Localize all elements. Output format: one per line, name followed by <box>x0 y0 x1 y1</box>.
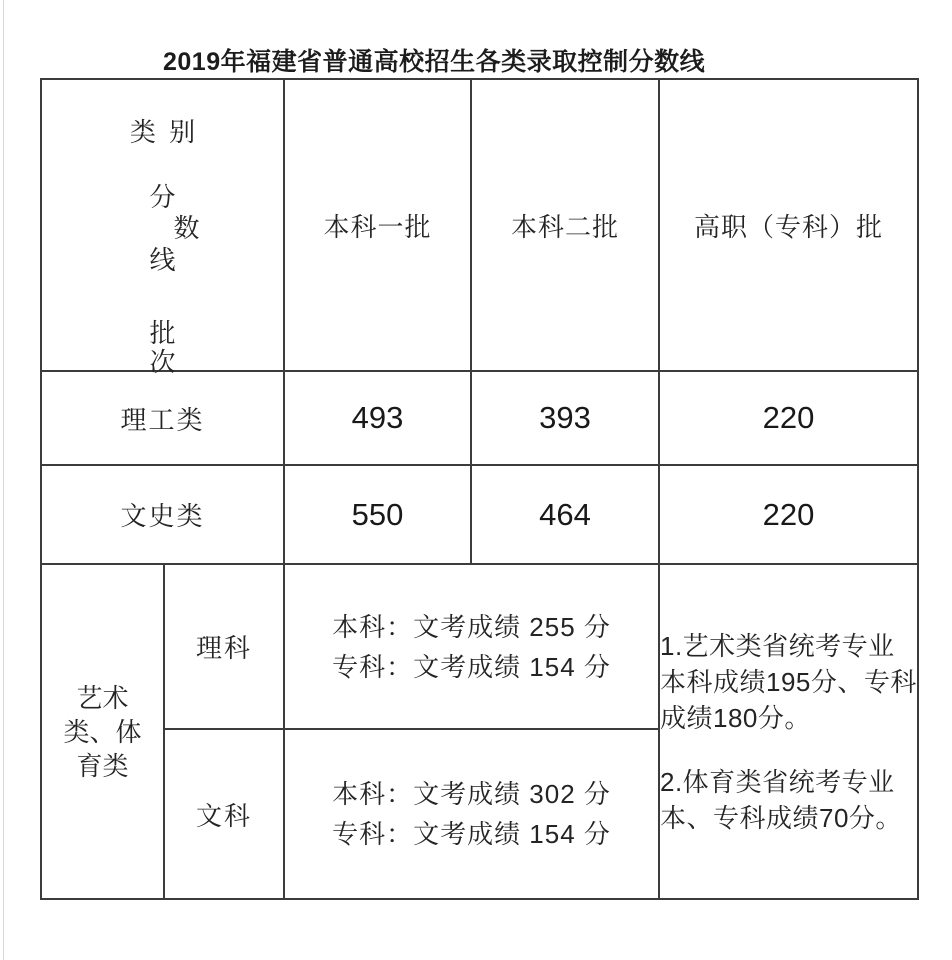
score-ligong-benke1: 493 <box>284 371 471 465</box>
detail-cell-wenke <box>284 729 659 899</box>
score-table <box>40 78 919 900</box>
column-header-gaozhi: 高职（专科）批 <box>659 79 918 371</box>
score-wenshi-benke1: 550 <box>284 465 471 564</box>
row-label-ligong: 理工类 <box>41 371 284 465</box>
row-wenshi <box>41 465 918 564</box>
corner-score-char-2: 数 <box>173 213 200 243</box>
art-label-line-3: 育类 <box>76 750 129 781</box>
note-art: 1.艺术类省统考专业本科成绩195分、专科成绩180分。 <box>660 630 917 733</box>
corner-batch-char-2: 次 <box>149 347 176 377</box>
row-art-like <box>41 564 918 729</box>
row-label-wenshi: 文史类 <box>41 465 284 564</box>
corner-batch-char-1: 批 <box>149 318 176 348</box>
sub-row-label-wenke: 文科 <box>164 729 284 899</box>
column-header-benke-erpi: 本科二批 <box>471 79 659 371</box>
page-title: 2019年福建省普通高校招生各类录取控制分数线 <box>163 48 706 76</box>
score-ligong-benke2: 393 <box>471 371 659 465</box>
like-benke-line: 本科：文考成绩 255 分 <box>332 611 611 642</box>
notes-cell <box>659 564 918 899</box>
header-row <box>41 79 918 371</box>
corner-score-char-3: 线 <box>149 245 176 275</box>
art-label-line-1: 艺术 <box>76 682 129 713</box>
corner-header-cell <box>41 79 284 377</box>
sub-row-label-like: 理科 <box>164 564 284 729</box>
note-sports: 2.体育类省统考专业本、专科成绩70分。 <box>660 766 902 833</box>
row-ligong <box>41 371 918 465</box>
corner-score-char-1: 分 <box>149 182 176 212</box>
like-zhuanke-line: 专科：文考成绩 154 分 <box>332 651 611 682</box>
left-edge-line <box>3 0 4 960</box>
row-label-art-sports <box>41 564 164 899</box>
wenke-benke-line: 本科：文考成绩 302 分 <box>332 779 611 809</box>
score-wenshi-benke2: 464 <box>471 465 659 564</box>
score-ligong-gaozhi: 220 <box>659 371 918 465</box>
art-label-line-2: 类、体 <box>63 716 142 747</box>
corner-category-label: 类 别 <box>129 117 196 147</box>
wenke-zhuanke-line: 专科：文考成绩 154 分 <box>332 819 611 849</box>
detail-cell-like <box>284 564 659 729</box>
score-wenshi-gaozhi: 220 <box>659 465 918 564</box>
column-header-benke-yipi: 本科一批 <box>284 79 471 371</box>
